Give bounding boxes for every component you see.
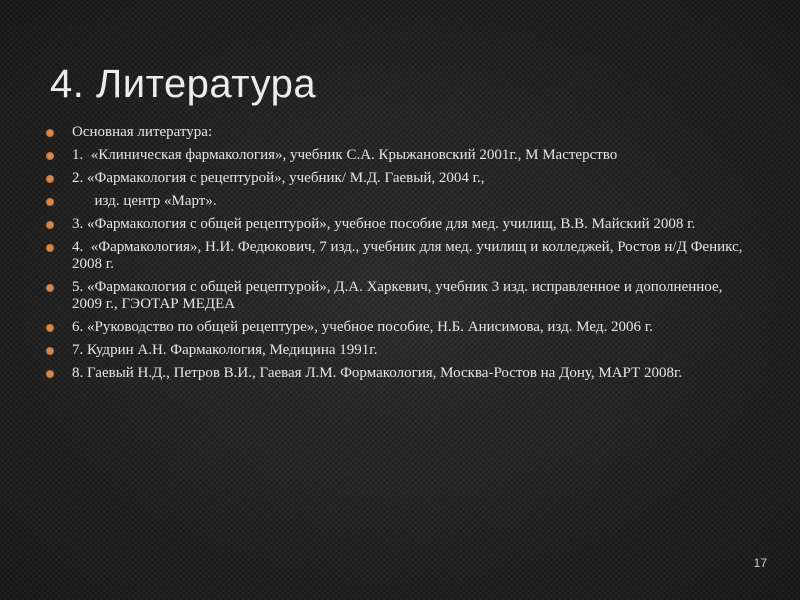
bullet-icon: [46, 129, 54, 137]
bullet-icon: [46, 152, 54, 160]
list-item-text: 1. «Клиническая фармакология», учебник С.А. Крыжановский 2001г., М Мастерство: [72, 147, 618, 163]
list-item-text: изд. центр «Март».: [72, 193, 217, 209]
list-item-text: 8. Гаевый Н.Д., Петров В.И., Гаевая Л.М. Формакология, Москва-Ростов на Дону, МАРТ 2008г.: [72, 365, 683, 381]
slide-title: 4. Литература: [50, 62, 317, 106]
bullet-icon: [46, 198, 54, 206]
page-number: 17: [753, 556, 767, 570]
list-item-text: 7. Кудрин А.Н. Фармакология, Медицина 1991г.: [72, 342, 378, 358]
bullet-icon: [46, 221, 54, 229]
list-item-text: 3. «Фармакология с общей рецептурой», учебное пособие для мед. училищ, В.В. Майский 2008 г.: [72, 216, 696, 232]
bullet-icon: [46, 370, 54, 378]
bullet-icon: [46, 347, 54, 355]
list-item: [42, 239, 752, 273]
list-item: [42, 342, 752, 359]
list-item-text: Основная литература:: [72, 124, 213, 140]
bullet-icon: [46, 244, 54, 252]
list-item: [42, 147, 752, 164]
bullet-icon: [46, 284, 54, 292]
list-item: [42, 216, 752, 233]
list-item: [42, 170, 752, 187]
list-item: [42, 319, 752, 336]
bullet-list: [42, 124, 752, 388]
list-item-text: 2. «Фармакология с рецептурой», учебник/ М.Д. Гаевый, 2004 г.,: [72, 170, 485, 186]
list-item-text: 4. «Фармакология», Н.И. Федюкович, 7 изд., учебник для мед. училищ и колледжей, Ростов н/Д Феникс, 2008 г.: [72, 239, 750, 272]
bullet-icon: [46, 175, 54, 183]
list-item: [42, 279, 752, 313]
bullet-icon: [46, 324, 54, 332]
list-item: [42, 365, 752, 382]
list-item: [42, 193, 752, 210]
list-item-text: 5. «Фармакология с общей рецептурой», Д.А. Харкевич, учебник 3 изд. исправленное и дополненное, 2009 г., ГЭОТАР МЕДЕА: [72, 279, 727, 312]
list-item-text: 6. «Руководство по общей рецептуре», учебное пособие, Н.Б. Анисимова, изд. Мед. 2006 г.: [72, 319, 653, 335]
list-item: [42, 124, 752, 141]
